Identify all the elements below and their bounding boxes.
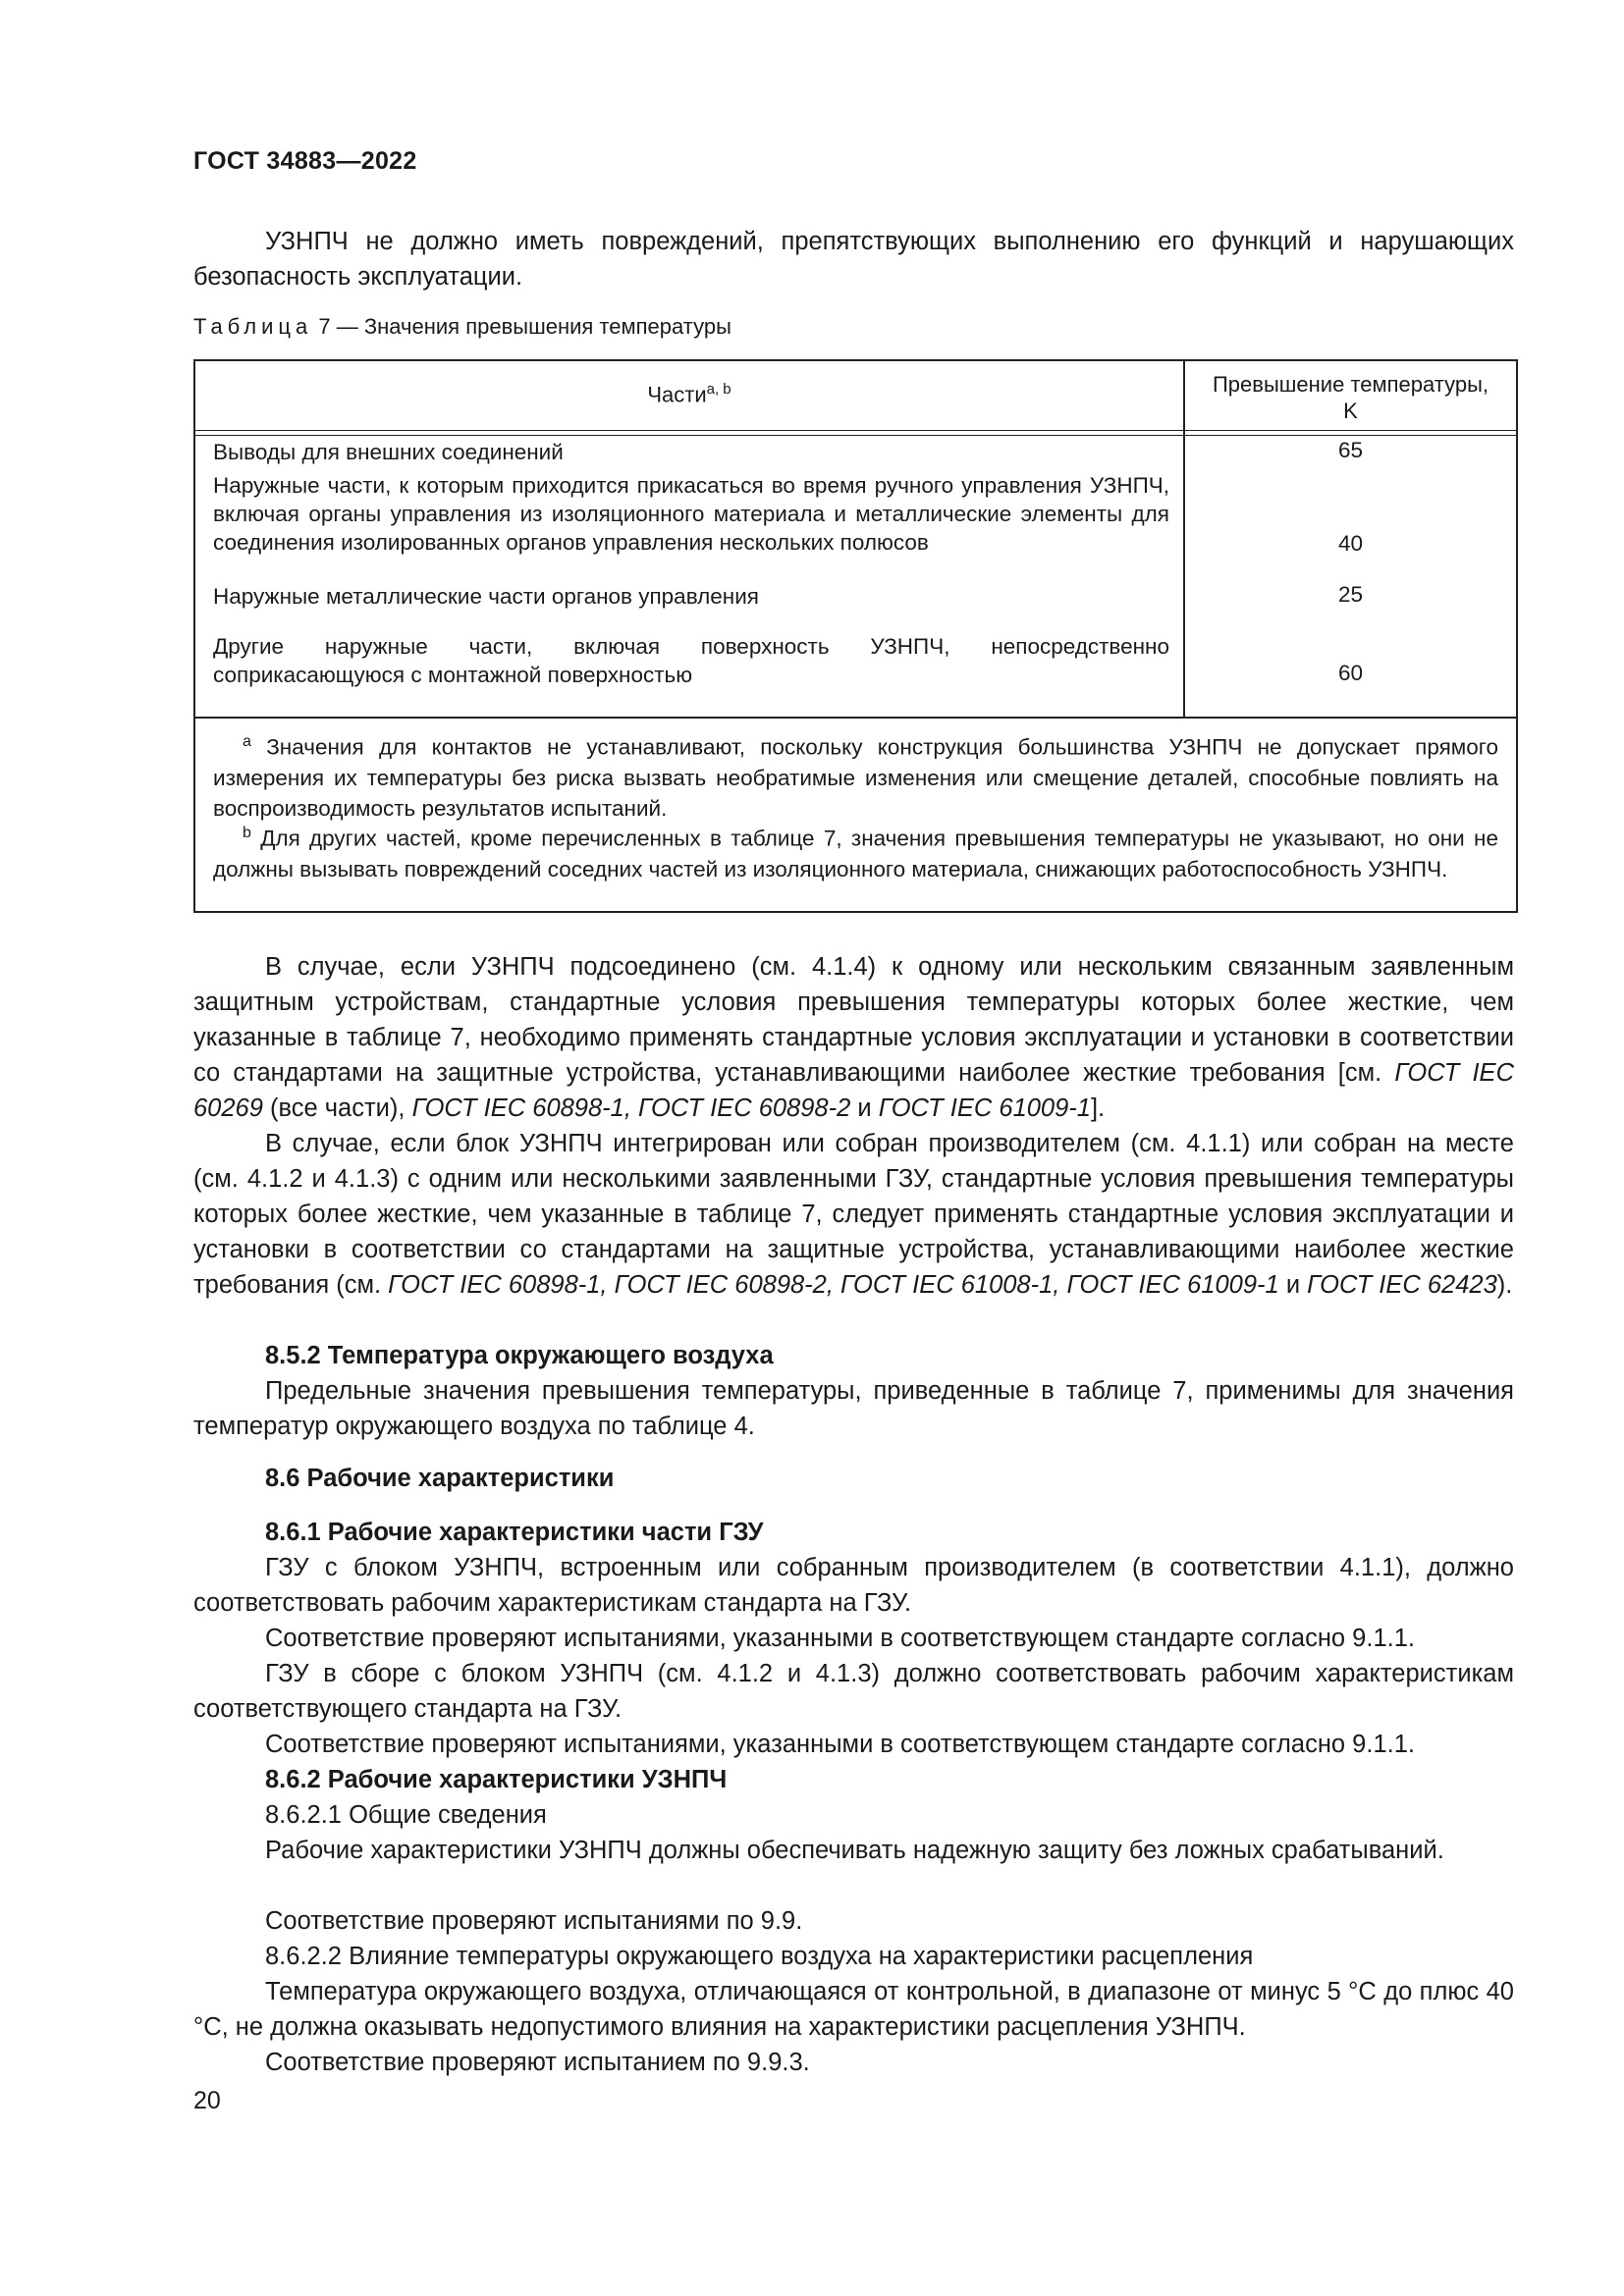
standard-reference: ГОСТ IEC 60898-1, ГОСТ IEC 60898-2 <box>411 1095 851 1122</box>
header-temperature-unit: K <box>1343 399 1358 423</box>
table-row-value: 25 <box>1337 582 1364 607</box>
header-temperature-label: Превышение температуры, <box>1212 372 1489 397</box>
standard-reference: ГОСТ IEC 60269 <box>193 1059 1514 1122</box>
paragraph-text: ]. <box>1090 1095 1106 1122</box>
header-divider <box>195 435 1516 436</box>
header-parts <box>195 381 1183 407</box>
table-row-part: Выводы для внешних соединений <box>213 440 564 464</box>
paragraph-protective-devices <box>193 949 1514 1126</box>
table-caption-label: Таблица <box>193 314 313 339</box>
section-heading-8-6-1: 8.6.1 Рабочие характеристики части ГЗУ <box>265 1519 764 1546</box>
header-temperature <box>1185 371 1516 424</box>
intro-paragraph: УЗНПЧ не должно иметь повреждений, препятствующих выполнению его функций и нарушающих безопасность эксплуатации. <box>193 228 1514 291</box>
header-parts-label: Части <box>647 382 707 407</box>
section-8-6-1-p4: Соответствие проверяют испытаниями, указанными в соответствующем стандарте согласно 9.1.1. <box>265 1731 1415 1758</box>
paragraph-text: В случае, если УЗНПЧ подсоединено (см. 4.1.4) к одному или нескольким связанным заявленным защитным устройствам, стандартные условия превышения температуры которых более жесткие, чем указанные в таблице 7, необходимо применять стандартные условия эксплуатации и установки в соответствии со стандартами на защитные устройства, устанавливающими наиболее жесткие требования [см. <box>193 953 1514 1087</box>
note-b-mark: b <box>243 825 251 841</box>
subsection-8-6-2-1: 8.6.2.1 Общие сведения <box>265 1801 547 1829</box>
header-parts-footnote-marks: a, b <box>706 381 731 398</box>
table-note-a <box>213 726 1498 824</box>
paragraph-text: В случае, если блок УЗНПЧ интегрирован или собран производителем (см. 4.1.1) или собран на месте (см. 4.1.2 и 4.1.3) с одним или несколькими заявленными ГЗУ, стандартные условия превышения температуры которых более жесткие, чем указанные в таблице 7, следует применять стандартные условия эксплуатации и установки в соответствии со стандартами на защитные устройства, устанавливающими наиболее жесткие требования (см. <box>193 1130 1514 1299</box>
notes-divider <box>195 717 1516 719</box>
table-row-part: Наружные металлические части органов управления <box>213 584 759 609</box>
section-heading-8-5-2: 8.5.2 Температура окружающего воздуха <box>265 1342 774 1369</box>
standard-reference: ГОСТ IEC 60898-1, ГОСТ IEC 60898-2, ГОСТ IEC 61008-1, ГОСТ IEC 61009-1 <box>388 1271 1279 1299</box>
section-heading-8-6-2: 8.6.2 Рабочие характеристики УЗНПЧ <box>265 1766 728 1793</box>
document-header: ГОСТ 34883—2022 <box>193 147 417 175</box>
standard-reference: ГОСТ IEC 61009-1 <box>878 1095 1091 1122</box>
table-row-part: соприкасающуюся с монтажной поверхностью <box>213 663 693 687</box>
table-row-value: 65 <box>1337 438 1364 462</box>
standard-reference: ГОСТ IEC 62423 <box>1307 1271 1497 1299</box>
section-8-6-1-p1: ГЗУ с блоком УЗНПЧ, встроенным или собранным производителем (в соответствии 4.1.1), должно соответствовать рабочим характеристикам стандарта на ГЗУ. <box>193 1554 1514 1617</box>
note-b-text: Для других частей, кроме перечисленных в таблице 7, значения превышения температуры не указывают, но они не должны вызывать повреждений соседних частей из изоляционного материала, снижающих работоспособность УЗНПЧ. <box>213 826 1498 881</box>
paragraph-text: ). <box>1496 1271 1513 1299</box>
table-caption <box>193 314 731 340</box>
section-8-6-1-p3: ГЗУ в сборе с блоком УЗНПЧ (см. 4.1.2 и 4.1.3) должно соответствовать рабочим характеристикам соответствующего стандарта на ГЗУ. <box>193 1660 1514 1723</box>
section-heading-8-6: 8.6 Рабочие характеристики <box>265 1465 615 1492</box>
page-number: 20 <box>193 2087 221 2114</box>
section-8-6-1-p2: Соответствие проверяют испытаниями, указанными в соответствующем стандарте согласно 9.1.1. <box>265 1625 1415 1652</box>
table-note-b <box>213 818 1498 884</box>
table-caption-text: 7 — Значения превышения температуры <box>318 314 731 339</box>
section-8-6-2-p4: Соответствие проверяют испытанием по 9.9.3. <box>265 2049 810 2076</box>
section-8-6-2-p3: Температура окружающего воздуха, отличающаяся от контрольной, в диапазоне от минус 5 °С до плюс 40 °С, не должна оказывать недопустимого влияния на характеристики расцепления УЗНПЧ. <box>193 1978 1514 2041</box>
header-divider <box>195 430 1516 431</box>
paragraph-text: (все части), <box>262 1095 412 1122</box>
section-8-6-2-p2: Соответствие проверяют испытаниями по 9.9. <box>265 1907 803 1935</box>
section-8-6-2-p1: Рабочие характеристики УЗНПЧ должны обеспечивать надежную защиту без ложных срабатываний. <box>265 1837 1444 1864</box>
table-row-value: 60 <box>1337 661 1364 685</box>
table-row-part: Другие наружные части, включая поверхность УЗНПЧ, непосредственно <box>213 634 1169 659</box>
paragraph-text: и <box>850 1095 879 1122</box>
temperature-table <box>193 359 1518 913</box>
note-a-text: Значения для контактов не устанавливают, поскольку конструкция большинства УЗНПЧ не допускает прямого измерения их температуры без риска вызвать необратимые изменения или смещение деталей, способные повлиять на воспроизводимость результатов испытаний. <box>213 734 1498 821</box>
note-a-mark: a <box>243 733 251 750</box>
section-8-5-2-text: Предельные значения превышения температуры, приведенные в таблице 7, применимы для значения температур окружающего воздуха по таблице 4. <box>193 1377 1514 1440</box>
table-row-value: 40 <box>1337 531 1364 556</box>
table-row-part: Наружные части, к которым приходится прикасаться во время ручного управления УЗНПЧ, включая органы управления из изоляционного материала и металлические элементы для соединения изолированных органов управления нескольких полюсов <box>213 473 1169 555</box>
subsection-8-6-2-2: 8.6.2.2 Влияние температуры окружающего воздуха на характеристики расцепления <box>265 1943 1254 1970</box>
paragraph-text: и <box>1278 1271 1308 1299</box>
paragraph-gzu-assembly <box>193 1126 1514 1303</box>
